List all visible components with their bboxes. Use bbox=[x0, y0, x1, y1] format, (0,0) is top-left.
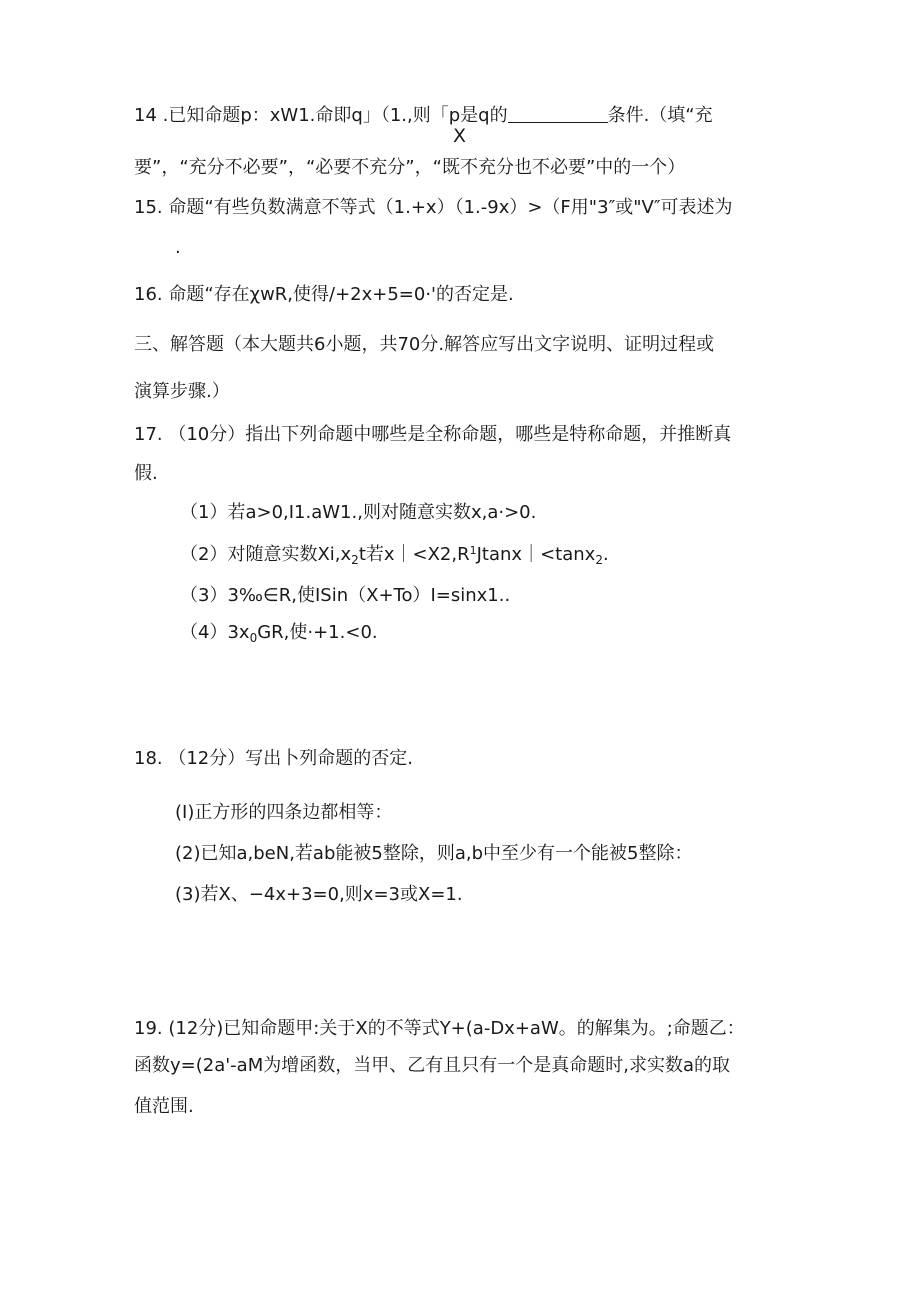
q19-line3: 值范围. bbox=[134, 1096, 194, 1117]
q19-line1: 19. (12分)已知命题甲:关于X的不等式Y+(a-Dx+aW。的解集为。;命题乙： bbox=[134, 1018, 745, 1039]
q17-line1: 17. （10分）指出下列命题中哪些是全称命题，哪些是特称命题，并推断真 bbox=[134, 424, 732, 445]
q19-line2: 函数y=(2a'-aM为增函数，当甲、乙有且只有一个是真命题时,求实数a的取 bbox=[134, 1055, 730, 1076]
q18-item2: (2)已知a,beN,若ab能被5整除，则a,b中至少有一个能被5整除： bbox=[175, 843, 693, 864]
q17-line2: 假. bbox=[134, 463, 158, 484]
q17-item3: （3）3‰∈R,使ISin（X+To）I=sinx1.. bbox=[180, 585, 511, 606]
q15-line2: . bbox=[175, 237, 181, 258]
q18-item3: (3)若X、−4x+3=0,则x=3或X=1. bbox=[175, 884, 463, 905]
q17-item4: $(4)3x_0GR$,使·+1.<0. bbox=[180, 622, 378, 645]
section3-line2: 演算步骤.） bbox=[134, 381, 230, 402]
q14-line2: 要”，“充分不必要”，“必要不充分”，“既不充分也不必要”中的一个） bbox=[134, 157, 686, 178]
q18-item1: (I)正方形的四条边都相等： bbox=[175, 802, 393, 823]
q17-item2: （2）对随意实数$Xi,x_2t$若$x|<X2,R^1Jtanx|<\tan x_2$. bbox=[180, 544, 609, 567]
q14-text-a: 14 .已知命题p：xW1.命即q」（1.,则「p是q的 bbox=[134, 105, 508, 126]
q14-x-mark: X bbox=[453, 125, 467, 147]
question-16: 16. 命题“存在χwR,使得/+2x+5=0·'的否定是. bbox=[134, 284, 514, 305]
section3-line1: 三、解答题（本大题共6小题，共70分.解答应写出文字说明、证明过程或 bbox=[134, 334, 715, 355]
q15-line1: 15. 命题“有些负数满意不等式（1.+x）（1.-9x）>（F用"3″或"V″可表述为 bbox=[134, 197, 733, 218]
q17-item1: （1）若a>0,I1.aW1.,则对随意实数x,a·>0. bbox=[180, 502, 537, 523]
q14-text-b: 条件.（填“充 bbox=[607, 105, 713, 126]
q18-line1: 18. （12分）写出卜列命题的否定. bbox=[134, 748, 413, 769]
answer-blank bbox=[508, 106, 608, 123]
q14-line1 bbox=[134, 104, 713, 128]
